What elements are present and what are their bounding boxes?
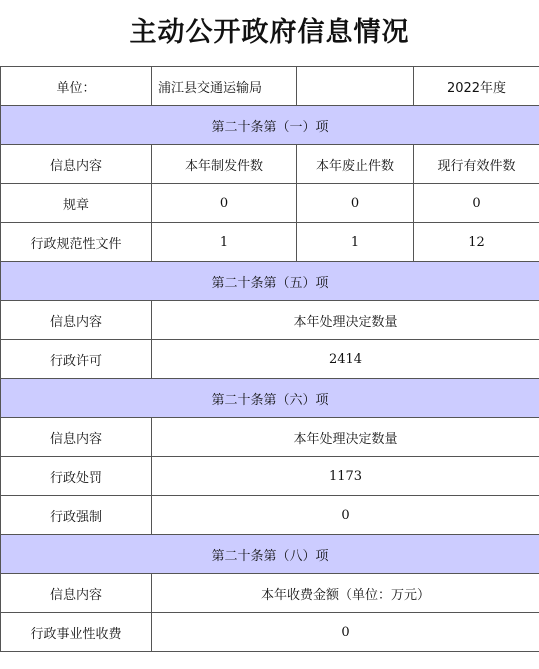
unit-blank-cell [297,67,414,106]
section-heading-row [1,106,539,145]
column-header: 信息内容 [1,145,152,184]
column-header: 本年处理决定数量 [152,301,539,340]
row-label: 行政处罚 [1,457,152,496]
table-row [1,457,539,496]
repealed-count: 1 [297,223,414,262]
column-header: 信息内容 [1,301,152,340]
disclosure-table [0,66,539,652]
row-label: 行政强制 [1,496,152,535]
decision-count: 1173 [152,457,539,496]
page-title: 主动公开政府信息情况 [129,17,410,48]
table-row [1,184,539,223]
valid-count: 0 [414,184,539,223]
table-header-row [1,418,539,457]
issued-count: 0 [152,184,297,223]
row-label: 行政许可 [1,340,152,379]
section-heading-row [1,379,539,418]
report-year: 2022年度 [414,67,539,106]
section-heading: 第二十条第（八）项 [1,535,539,574]
section-heading: 第二十条第（一）项 [1,106,539,145]
row-label: 行政规范性文件 [1,223,152,262]
column-header: 信息内容 [1,574,152,613]
table-row [1,613,539,652]
table-header-row [1,574,539,613]
unit-name: 浦江县交通运输局 [152,67,297,106]
column-header: 本年收费金额（单位：万元） [152,574,539,613]
unit-row [1,67,539,106]
section-heading-row [1,262,539,301]
table-row [1,340,539,379]
column-header: 信息内容 [1,418,152,457]
column-header: 本年制发件数 [152,145,297,184]
decision-count: 2414 [152,340,539,379]
issued-count: 1 [152,223,297,262]
valid-count: 12 [414,223,539,262]
column-header: 本年处理决定数量 [152,418,539,457]
section-heading-row [1,535,539,574]
section-heading: 第二十条第（五）项 [1,262,539,301]
fee-amount: 0 [152,613,539,652]
section-heading: 第二十条第（六）项 [1,379,539,418]
table-header-row [1,301,539,340]
table-row [1,496,539,535]
column-header: 本年废止件数 [297,145,414,184]
unit-label: 单位： [1,67,152,106]
row-label: 规章 [1,184,152,223]
table-row [1,223,539,262]
repealed-count: 0 [297,184,414,223]
row-label: 行政事业性收费 [1,613,152,652]
column-header: 现行有效件数 [414,145,539,184]
decision-count: 0 [152,496,539,535]
table-header-row [1,145,539,184]
